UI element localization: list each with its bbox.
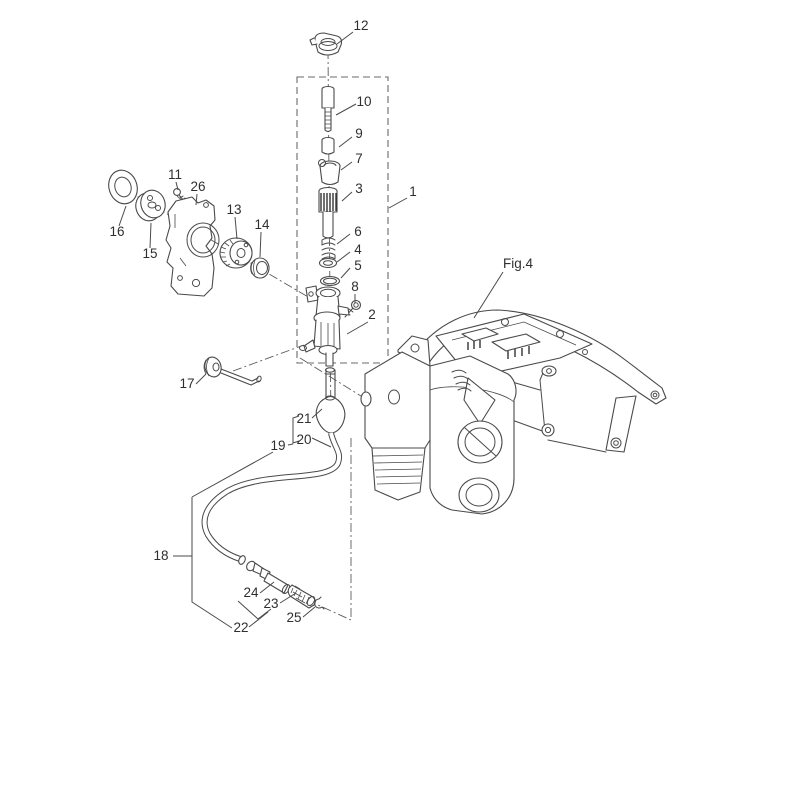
callout-21: 21 — [296, 411, 312, 426]
callout-14: 14 — [254, 217, 270, 232]
part-7-sleeve — [319, 160, 341, 185]
callout-25: 25 — [286, 610, 302, 625]
callout-26: 26 — [190, 179, 206, 194]
part-23-fuel-filter — [288, 585, 316, 608]
callout-5: 5 — [354, 258, 362, 273]
part-14-roller — [251, 258, 270, 278]
engine-body — [361, 310, 666, 514]
callout-11: 11 — [167, 167, 183, 182]
part-4-seal — [320, 259, 337, 268]
callout-19: 19 — [270, 438, 286, 453]
callout-4: 4 — [354, 242, 362, 257]
part-3-plunger — [319, 188, 337, 239]
callout-2: 2 — [368, 307, 376, 322]
callout-3: 3 — [355, 181, 363, 196]
callout-6: 6 — [354, 224, 362, 239]
part-12-cap — [310, 33, 342, 55]
callout-24: 24 — [243, 585, 259, 600]
callout-22: 22 — [233, 620, 249, 635]
callout-8: 8 — [351, 279, 359, 294]
callout-15: 15 — [142, 246, 158, 261]
callout-12: 12 — [353, 18, 369, 33]
callout-9: 9 — [355, 126, 363, 141]
callout-20: 20 — [296, 432, 312, 447]
callout-18: 18 — [153, 548, 169, 563]
callout-7: 7 — [355, 151, 363, 166]
callout-16: 16 — [109, 224, 125, 239]
part-13-gear — [220, 238, 252, 268]
part-17-grommet — [203, 355, 262, 385]
part-15-disc — [132, 187, 168, 224]
part-5-o-ring — [321, 277, 340, 286]
part-10-screw — [322, 87, 334, 132]
callout-17: 17 — [179, 376, 195, 391]
part-25-clip — [315, 597, 324, 609]
figure-reference-label: Fig.4 — [502, 256, 534, 271]
callout-13: 13 — [226, 202, 242, 217]
part-26-cover-plate — [166, 197, 219, 296]
part-9-collar — [322, 138, 334, 155]
callout-23: 23 — [263, 596, 279, 611]
part-6-spring — [322, 238, 335, 259]
callout-1: 1 — [409, 184, 417, 199]
part-2-valve-body — [300, 286, 350, 366]
callout-10: 10 — [356, 94, 372, 109]
